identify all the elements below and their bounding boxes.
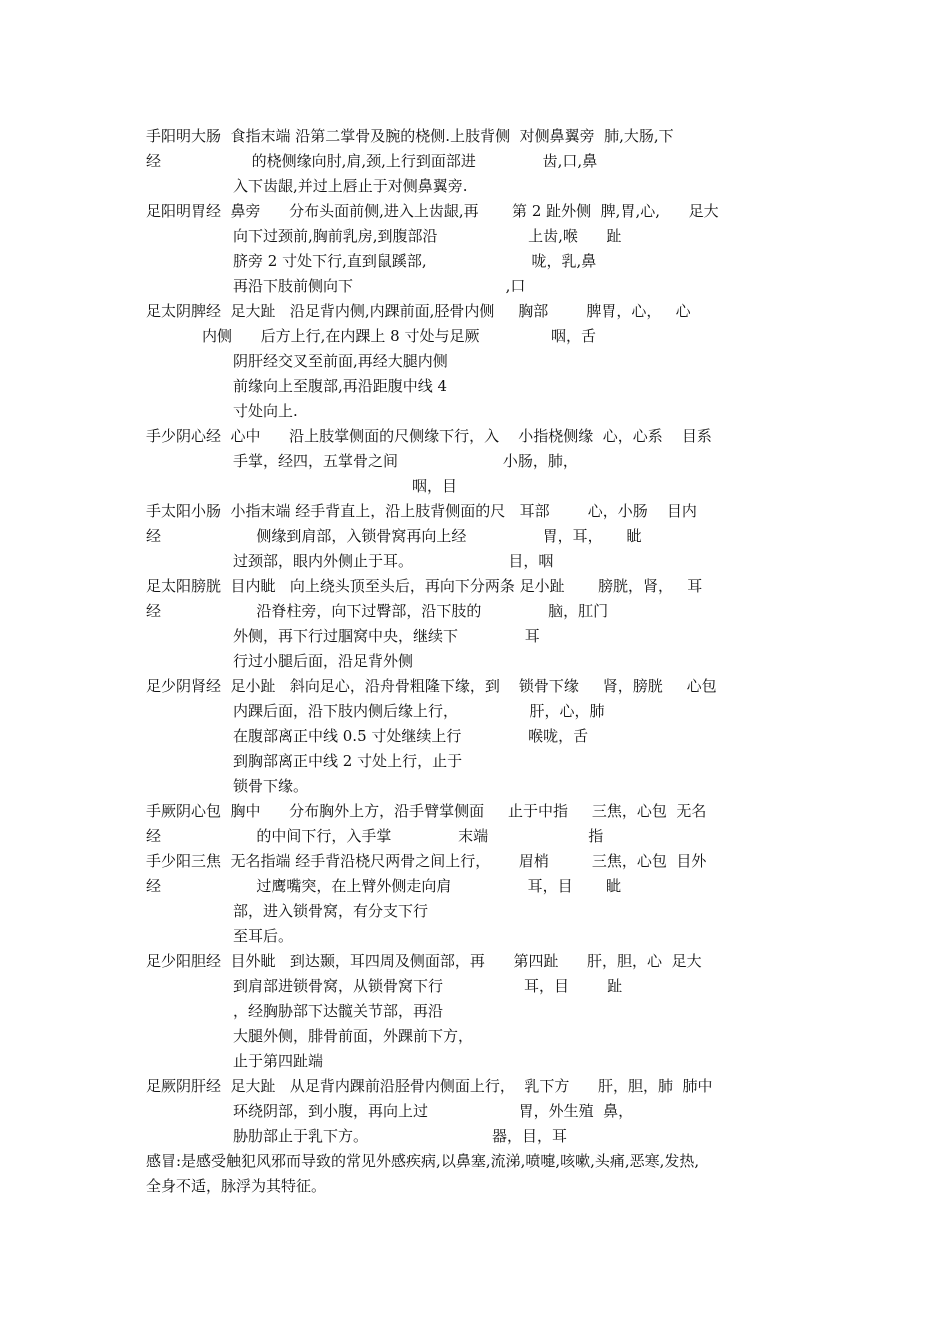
text-line: 胁肋部止于乳下方。 器，目，耳 <box>233 1127 567 1145</box>
text-line: 环绕阴部，到小腹，再向上过 胃，外生殖 鼻， <box>233 1102 634 1120</box>
text-line: 向下过颈前,胸前乳房,到腹部沿 上齿,喉 趾 <box>233 227 622 245</box>
text-line: 止于第四趾端 <box>233 1052 324 1070</box>
text-line: 入下齿龈,并过上唇止于对侧鼻翼旁. <box>233 177 468 195</box>
text-line: 经 过鹰嘴突，在上臂外侧走向肩 耳，目 眦 <box>146 877 622 895</box>
text-line: 手少阴心经 心中 沿上肢掌侧面的尺侧缘下行，入 小指桡侧缘 心，心系 目系 <box>146 427 712 445</box>
text-line: 内踝后面，沿下肢内侧后缘上行， 肝，心，肺 <box>233 702 605 720</box>
text-line: 咽，目 <box>412 477 458 495</box>
text-line: 寸处向上. <box>233 402 298 420</box>
text-line: 经 的中间下行，入手掌 末端 指 <box>146 827 604 845</box>
text-line: 足少阳胆经 目外眦 到达颞，耳四周及侧面部，再 第四趾 肝，胆，心 足大 <box>146 952 702 970</box>
text-line: 足太阴脾经 足大趾 沿足背内侧,内踝前面,胫骨内侧 胸部 脾胃，心， 心 <box>146 302 691 320</box>
text-line: 感冒:是感受触犯风邪而导致的常见外感疾病,以鼻塞,流涕,喷嚏,咳嗽,头痛,恶寒,发热, <box>146 1152 700 1170</box>
text-line: 行过小腿后面，沿足背外侧 <box>233 652 414 670</box>
text-line: 全身不适，脉浮为其特征。 <box>146 1177 327 1195</box>
text-line: 再沿下肢前侧向下 ,口 <box>233 277 526 295</box>
text-line: 足阳明胃经 鼻旁 分布头面前侧,进入上齿龈,再 第 2 趾外侧 脾,胃,心, 足大 <box>146 202 719 220</box>
text-line: 阴肝经交叉至前面,再经大腿内侧 <box>233 352 448 370</box>
text-line: 在腹部离正中线 0.5 寸处继续上行 喉咙，舌 <box>233 727 589 745</box>
text-line: 足厥阴肝经 足大趾 从足背内踝前沿胫骨内侧面上行， 乳下方 肝，胆，肺 肺中 <box>146 1077 713 1095</box>
text-line: 手阳明大肠 食指末端 沿第二掌骨及腕的桡侧.上肢背侧 对侧鼻翼旁 肺,大肠,下 <box>146 127 674 145</box>
text-line: 手少阳三焦 无名指端 经手背沿桡尺两骨之间上行， 眉梢 三焦，心包 目外 <box>146 852 707 870</box>
text-line: 足太阳膀胱 目内眦 向上绕头顶至头后，再向下分两条 足小趾 膀胱，肾， 耳 <box>146 577 703 595</box>
text-line: 脐旁 2 寸处下行,直到鼠蹊部, 咙，乳,鼻 <box>233 252 597 270</box>
text-line: 至耳后。 <box>233 927 294 945</box>
text-line: ，经胸胁部下达髋关节部，再沿 <box>233 1002 444 1020</box>
text-line: 到胸部离正中线 2 寸处上行，止于 <box>233 752 463 770</box>
text-line: 部，进入锁骨窝，有分支下行 <box>233 902 429 920</box>
text-line: 到肩部进锁骨窝，从锁骨窝下行 耳，目 趾 <box>233 977 623 995</box>
text-line: 内侧 后方上行,在内踝上 8 寸处与足厥 咽，舌 <box>202 327 596 345</box>
text-line: 锁骨下缘。 <box>233 777 309 795</box>
text-line: 经 的桡侧缘向肘,肩,颈,上行到面部进 齿,口,鼻 <box>146 152 598 170</box>
text-line: 过颈部，眼内外侧止于耳。 目，咽 <box>233 552 554 570</box>
text-line: 手掌，经四，五掌骨之间 小肠，肺， <box>233 452 578 470</box>
text-line: 外侧，再下行过腘窝中央，继续下 耳 <box>233 627 540 645</box>
text-line: 大腿外侧，腓骨前面，外踝前下方， <box>233 1027 474 1045</box>
text-line: 经 沿脊柱旁，向下过臀部，沿下肢的 脑，肛门 <box>146 602 609 620</box>
text-line: 足少阴肾经 足小趾 斜向足心，沿舟骨粗隆下缘，到 锁骨下缘 肾，膀胱 心包 <box>146 677 717 695</box>
text-line: 经 侧缘到肩部，入锁骨窝再向上经 胃，耳， 眦 <box>146 527 642 545</box>
text-line: 手厥阴心包 胸中 分布胸外上方，沿手臂掌侧面 止于中指 三焦，心包 无名 <box>146 802 707 820</box>
text-line: 前缘向上至腹部,再沿距腹中线 4 <box>233 377 448 395</box>
text-line: 手太阳小肠 小指末端 经手背直上，沿上肢背侧面的尺 耳部 心，小肠 目内 <box>146 502 697 520</box>
